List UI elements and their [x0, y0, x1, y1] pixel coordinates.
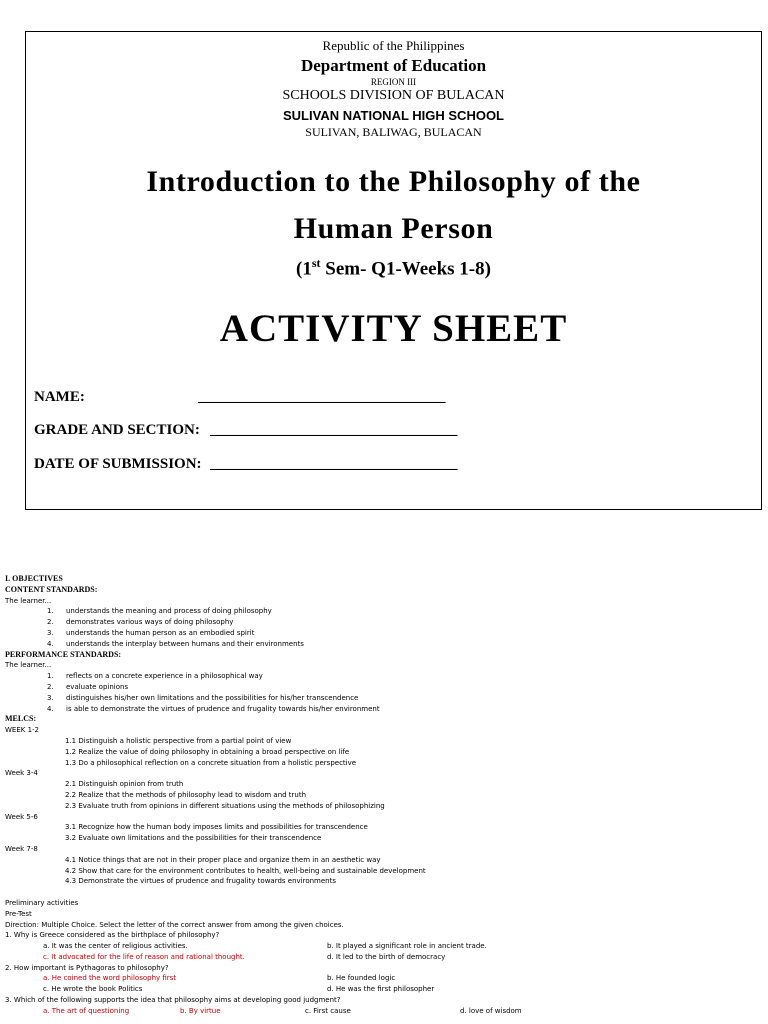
performance-standards-heading: PERFORMANCE STANDARDS: — [5, 649, 122, 659]
list-item: 3.1 Recognize how the human body imposes limits and possibilities for transcendence — [65, 823, 368, 832]
week-label: WEEK 1-2 — [5, 726, 40, 735]
list-item: 3.2 Evaluate own limitations and the possibilities for their transcendence — [65, 834, 322, 843]
list-item: 1. understands the meaning and process of doing philosophy — [47, 607, 272, 616]
preliminary-activities: Preliminary activities — [5, 898, 79, 907]
content-learner: The learner... — [5, 596, 52, 605]
republic-line: Republic of the Philippines — [322, 38, 465, 53]
list-item: 4.3 Demonstrate the virtues of prudence and frugality towards environments — [65, 877, 337, 886]
choice-d[interactable]: d. love of wisdom — [460, 1006, 522, 1015]
choice-b[interactable]: b. It played a significant role in ancient trade. — [327, 942, 487, 951]
choice-a[interactable]: a. It was the center of religious activities. — [43, 942, 188, 951]
choice-row — [5, 941, 765, 952]
activity-sheet-title: ACTIVITY SHEET — [219, 307, 568, 350]
list-item: 1.1 Distinguish a holistic perspective from a partial point of view — [65, 736, 292, 745]
title-line-2: Human Person — [293, 212, 494, 245]
choice-b[interactable]: b. By virtue — [180, 1006, 221, 1015]
choice-a[interactable]: a. The art of questioning — [43, 1006, 130, 1015]
list-item: 4. understands the interplay between humans and their environments — [47, 639, 304, 648]
direction-text: Direction: Multiple Choice. Select the letter of the correct answer from among the given choices. — [5, 920, 344, 929]
choice-c[interactable]: c. He wrote the book Politics — [43, 985, 143, 994]
grade-section-label: GRADE AND SECTION: — [34, 422, 200, 438]
melcs-heading: MELCS: — [5, 714, 37, 724]
week-label: Week 5-6 — [5, 812, 38, 821]
performance-learner: The learner... — [5, 661, 52, 670]
choice-row — [5, 952, 765, 963]
question-3: 3. Which of the following supports the idea that philosophy aims at developing good judgment? — [5, 996, 341, 1005]
list-item: 3. distinguishes his/her own limitations and the possibilities for his/her transcendence — [47, 693, 359, 702]
name-blank[interactable]: _________________________________ — [198, 389, 446, 405]
semester-line: (1st Sem- Q1-Weeks 1-8) — [296, 256, 491, 280]
list-item: 4.2 Show that care for the environment contributes to health, well-being and sustainable development — [65, 866, 426, 875]
list-item: 3. understands the human person as an embodied spirit — [47, 628, 255, 637]
choice-d[interactable]: d. He was the first philosopher — [327, 985, 435, 994]
choice-c[interactable]: c. It advocated for the life of reason and rational thought. — [43, 952, 245, 961]
content-standards-heading: CONTENT STANDARDS: — [5, 584, 98, 594]
choice-c[interactable]: c. First cause — [305, 1006, 351, 1015]
week-label: Week 7-8 — [5, 844, 38, 853]
division-line: SCHOOLS DIVISION OF BULACAN — [282, 88, 505, 103]
list-item: 1.2 Realize the value of doing philosophy in obtaining a broad perspective on life — [65, 747, 350, 756]
list-item: 2.3 Evaluate truth from opinions in different situations using the methods of philosophizing — [65, 801, 385, 810]
list-item: 1. reflects on a concrete experience in a philosophical way — [47, 672, 263, 681]
region-line: REGION III — [370, 77, 417, 87]
department-line: Department of Education — [300, 56, 487, 75]
list-item: 2. evaluate opinions — [47, 682, 129, 691]
title-line-1: Introduction to the Philosophy of the — [146, 165, 641, 198]
week-label: Week 3-4 — [5, 769, 38, 778]
list-item: 2.1 Distinguish opinion from truth — [65, 780, 184, 789]
grade-section-blank[interactable]: _________________________________ — [210, 422, 458, 438]
choice-row — [5, 1006, 765, 1017]
cover-box — [25, 31, 762, 510]
choice-b[interactable]: b. He founded logic — [327, 974, 396, 983]
list-item: 2.2 Realize that the methods of philosophy lead to wisdom and truth — [65, 790, 307, 799]
choice-row — [5, 984, 765, 995]
date-submission-label: DATE OF SUBMISSION: — [34, 456, 202, 472]
school-line: SULIVAN NATIONAL HIGH SCHOOL — [283, 108, 504, 123]
address-line: SULIVAN, BALIWAG, BULACAN — [305, 125, 482, 139]
question-2: 2. How important is Pythagoras to philosophy? — [5, 963, 169, 972]
pretest-label: Pre-Test — [5, 909, 32, 918]
question-1: 1. Why is Greece considered as the birthplace of philosophy? — [5, 931, 220, 940]
list-item: 4.1 Notice things that are not in their proper place and organize them in an aesthetic way — [65, 855, 381, 864]
date-submission-blank[interactable]: _________________________________ — [210, 456, 458, 472]
choice-d[interactable]: d. It led to the birth of democracy — [327, 952, 446, 961]
choice-row — [5, 973, 765, 984]
objectives-heading: I. OBJECTIVES — [5, 574, 63, 583]
name-label: NAME: — [34, 389, 85, 405]
list-item: 2. demonstrates various ways of doing philosophy — [47, 618, 234, 627]
worksheet-body — [5, 574, 765, 1017]
choice-a[interactable]: a. He coined the word philosophy first — [43, 974, 177, 983]
list-item: 4. is able to demonstrate the virtues of prudence and frugality towards his/her environment — [47, 704, 380, 713]
list-item: 1.3 Do a philosophical reflection on a concrete situation from a holistic perspective — [65, 758, 357, 767]
